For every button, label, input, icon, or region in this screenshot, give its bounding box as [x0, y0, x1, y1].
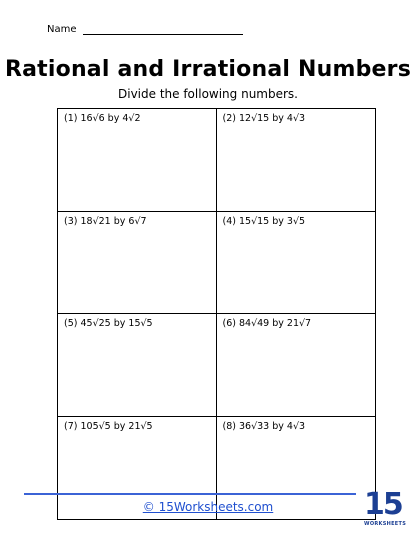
- problem-cell-6: [217, 314, 376, 417]
- problem-label: (6) 84√49 by 21√7: [222, 318, 312, 329]
- problem-label: (5) 45√25 by 15√5: [64, 318, 153, 329]
- problem-label: (2) 12√15 by 4√3: [222, 113, 306, 124]
- name-row: [47, 24, 243, 35]
- problem-label: (4) 15√15 by 3√5: [222, 215, 306, 227]
- worksheet-instructions: Divide the following numbers.: [118, 87, 298, 101]
- footer-credit[interactable]: [0, 500, 416, 514]
- problem-label: (1) 16√6 by 4√2: [64, 113, 141, 124]
- worksheet-title: Rational and Irrational Numbers: [4, 57, 411, 82]
- brand-logo: [364, 487, 407, 531]
- problem-grid: [57, 108, 376, 520]
- logo-wordmark: WORKSHEETS: [364, 521, 407, 527]
- logo-number: 15: [364, 487, 402, 522]
- problem-cell-2: [217, 109, 376, 212]
- problem-label: (7) 105√5 by 21√5: [64, 420, 153, 432]
- name-label: Name: [47, 24, 77, 35]
- problem-label: (3) 18√21 by 6√7: [64, 215, 147, 227]
- problem-label: (8) 36√33 by 4√3: [222, 420, 306, 432]
- problem-cell-1: [58, 109, 217, 212]
- name-line[interactable]: [83, 25, 243, 35]
- problem-cell-4: [217, 212, 376, 315]
- problem-cell-5: [58, 314, 217, 417]
- footer-link[interactable]: © 15Worksheets.com: [142, 500, 274, 514]
- problem-cell-3: [58, 212, 217, 315]
- footer-divider: [24, 493, 356, 495]
